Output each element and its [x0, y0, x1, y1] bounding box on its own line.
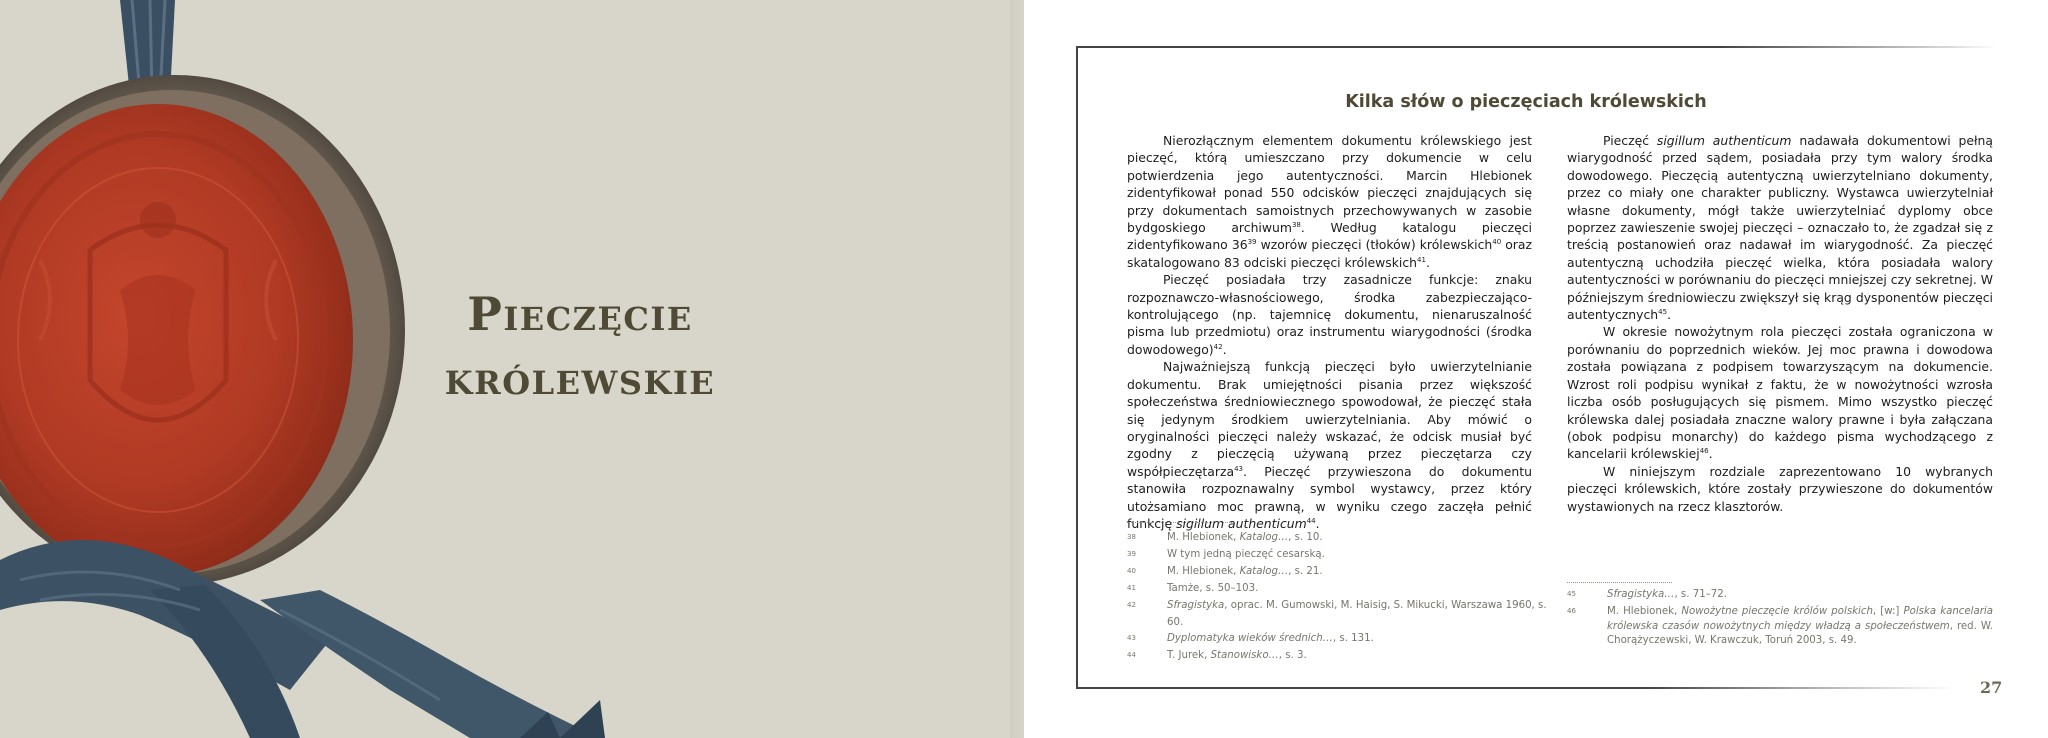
footnote-separator [1127, 522, 1232, 524]
footnote-ref: 42 [1213, 342, 1223, 351]
text-column-left [1127, 132, 1532, 532]
footnote-ref: 43 [1234, 464, 1243, 473]
footnote: 39 W tym jedną pieczęć cesarską. [1127, 548, 1325, 560]
text-column-right [1567, 132, 1993, 515]
paragraph: Nierozłącznym elementem dokumentu królewskiego jest pieczęć, którą umieszczano przy dokumencie w celu potwierdzenia jego autentyczności. Marcin Hlebionek zidentyfikował ponad 550 odcisków pieczęci znajdujących się przy dokumentach samoistnych przechowywanych w zasobie bydgoskiego archiwum$^{38}$. Według katalogu pieczęci zidentyfikowano $36^{39}$ wzorów pieczęci (tłoków) królewskich$^{40}$ oraz skatalogowano 83 odciski pieczęci królewskich$^{41}$. [1127, 133, 1532, 270]
footnote-ref: 39 [1247, 238, 1257, 247]
frame-bottom-line [1076, 687, 1956, 689]
footnote: 38 M. Hlebionek, Katalog…, s. 10. [1127, 532, 1323, 543]
spine-shadow [1010, 0, 1024, 738]
footnotes-right [1567, 588, 1993, 649]
footnote-separator [1567, 582, 1672, 584]
frame-top-line [1076, 46, 1996, 48]
footnote-ref: 41 [1417, 255, 1426, 264]
page-number: 27 [1980, 678, 2003, 697]
footnote: 46 M. Hlebionek, Nowożytne pieczęcie królów polskich, [w:] Polska kancelaria królewska czasów nowożytnych między władzą a społeczeństwem, red. W. Chorążyczewski, W. Krawczuk, Toruń 2003, s. 49. [1567, 606, 1994, 647]
footnote: 44 T. Jurek, Stanowisko…, s. 3. [1127, 650, 1307, 662]
paragraph: Pieczęć posiadała trzy zasadnicze funkcje: znaku rozpoznawczo-własnościowego, środka zabezpieczająco-kontrolującego (np. tajemnicę dokumentu, nienaruszalność pisma lub przedmiotu) oraz instrumentu wiarygodności (środka dowodowego)$^{42}$. [1127, 272, 1532, 357]
footnotes-left [1127, 530, 1547, 665]
footnote: 41 Tamże, s. 50–103. [1127, 582, 1259, 594]
chapter-title-line-2: królewskie [444, 351, 716, 405]
right-page [1024, 0, 2048, 738]
footnote: 40 M. Hlebionek, Katalog…, s. 21. [1127, 565, 1323, 577]
chapter-title [390, 282, 770, 410]
footnote: 45 Sfragistyka…, s. 71–72. [1567, 589, 1727, 600]
frame-left-line [1076, 46, 1078, 689]
footnote-ref: 44 [1306, 516, 1316, 525]
footnote-ref: 40 [1492, 238, 1502, 247]
chapter-title-line-1: Pieczęcie [467, 287, 693, 341]
section-heading: Kilka słów o pieczęciach królewskich [1345, 92, 1707, 112]
footnote-ref: 46 [1699, 447, 1709, 456]
footnote: 42 Sfragistyka, oprac. M. Gumowski, M. Haisig, S. Mikucki, Warszawa 1960, s. 60. [1127, 599, 1547, 628]
footnote: 43 Dyplomatyka wieków średnich…, s. 131. [1127, 633, 1374, 645]
paragraph: W niniejszym rozdziale zaprezentowano 10 wybranych pieczęci królewskich, które zostały przywieszone do dokumentów wystawionych na rzecz klasztorów. [1567, 463, 1993, 514]
paragraph: W okresie nowożytnym rola pieczęci została ograniczona w porównaniu do poprzednich wieków. Jej moc prawna i dowodowa została powiązana z podpisem towarzyszącym na dokumencie. Wzrost roli podpisu wynikał z faktu, że w nowożytności wzrosła liczba osób posługujących się pismem. Mimo wszystko pieczęć królewska dalej posiadała znaczne walory prawne i była załączana (obok podpisu monarchy) do każdego pisma wychodzącego z kancelarii królewskiej$^{46}$. [1567, 324, 1993, 462]
ribbon-bottom [0, 540, 330, 690]
paragraph: Najważniejszą funkcją pieczęci było uwierzytelnianie dokumentu. Brak umiejętności pisania przez większość społeczeństwa średniowiecznego spowodował, że pieczęć stała się jedynym środkiem uwierzytelniania. Aby mówić o oryginalności pieczęci należy wskazać, że odcisk musiał być zgodny z pieczęcią używaną przez pieczętarza czy współpieczętarza$^{43}$. Pieczęć przywieszona do dokumentu stanowiła rozpoznawalny symbol wystawcy, przez który utożsamiano moc prawną, w wyniku czego zaczęła pełnić funkcję sigillum authenticum$^{44}$. [1127, 359, 1532, 531]
footnote-ref: 45 [1658, 307, 1668, 316]
paragraph: Pieczęć sigillum authenticum nadawała dokumentowi pełną wiarygodność przed sądem, posiadała przy tym walory środka dowodowego. Pieczęcią autentyczną uwierzytelniano dokumenty, przez co miały one charakter publiczny. Wystawca uwierzytelniał własne dokumenty, mógł także uwierzytelniać dyplomy obce poprzez zawieszenie swojej pieczęci – oznaczało to, że zgadzał się z treścią postanowień oraz nadawał im wiarygodność. Za pieczęć autentyczną uchodziła pieczęć wielka, która posiadała walory autentyczności w porównaniu do pieczęci mniejszej czy sekretnej. W późniejszym średniowieczu zwiększył się krąg dysponentów pieczęci autentycznych$^{45}$. [1567, 133, 1993, 323]
footnote-ref: 38 [1291, 220, 1301, 229]
